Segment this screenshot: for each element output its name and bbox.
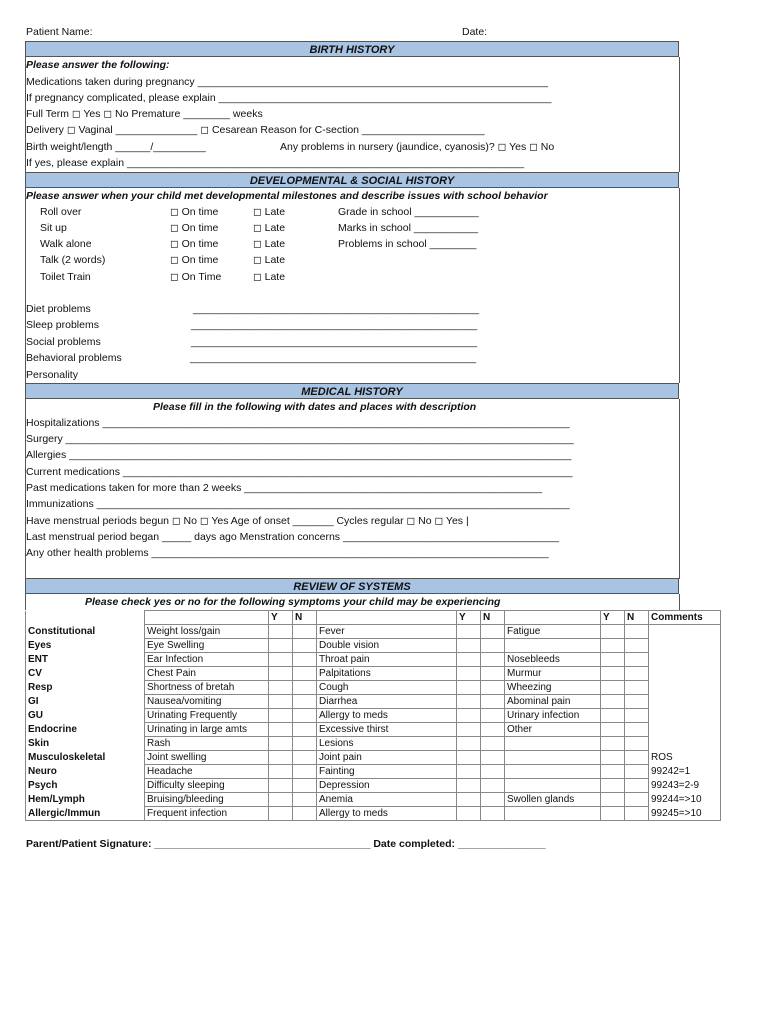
yes-checkbox-cell[interactable]	[457, 751, 481, 765]
no-checkbox-cell[interactable]	[481, 667, 505, 681]
symptom-label: Depression	[317, 779, 457, 793]
yes-checkbox-cell[interactable]	[457, 667, 481, 681]
table-row	[26, 737, 721, 751]
no-checkbox-cell[interactable]	[481, 751, 505, 765]
symptom-label: Excessive thirst	[317, 723, 457, 737]
symptom-label: Anemia	[317, 793, 457, 807]
milestone-ontime-checkbox[interactable]: ◻ On time	[170, 206, 219, 218]
no-checkbox-cell[interactable]	[625, 765, 649, 779]
yes-checkbox-cell[interactable]	[601, 667, 625, 681]
no-checkbox-cell[interactable]	[293, 653, 317, 667]
milestone-late-checkbox[interactable]: ◻ Late	[253, 238, 286, 250]
no-checkbox-cell[interactable]	[481, 681, 505, 695]
symptom-label	[505, 779, 601, 793]
no-checkbox-cell[interactable]	[625, 807, 649, 821]
symptom-label: Nosebleeds	[505, 653, 601, 667]
menstrual-periods-line[interactable]: Have menstrual periods begun ◻ No ◻ Yes Age of onset _______ Cycles regular ◻ No ◻ Yes |	[26, 515, 469, 527]
symptom-label: Lesions	[317, 737, 457, 751]
yes-checkbox-cell[interactable]	[601, 695, 625, 709]
yes-checkbox-cell[interactable]	[457, 625, 481, 639]
comments-cell[interactable]: 99245=>10	[649, 807, 721, 821]
symptom-label: Other	[505, 723, 601, 737]
yes-checkbox-cell[interactable]	[601, 793, 625, 807]
no-checkbox-cell[interactable]	[293, 779, 317, 793]
yes-checkbox-cell[interactable]	[601, 737, 625, 751]
comments-cell[interactable]	[649, 737, 721, 751]
comments-cell[interactable]	[649, 723, 721, 737]
system-label: Skin	[26, 737, 145, 751]
milestone-ontime-checkbox[interactable]: ◻ On Time	[170, 271, 222, 283]
no-checkbox-cell[interactable]	[293, 625, 317, 639]
behavioral-problems-line[interactable]: _________________________________________________	[190, 352, 477, 364]
social-problems-label: Social problems	[26, 336, 101, 348]
yes-checkbox-cell[interactable]	[457, 807, 481, 821]
ros-head-blank	[145, 611, 269, 625]
ros-head-n: N	[481, 611, 505, 625]
system-label: Hem/Lymph	[26, 793, 145, 807]
pregnancy-complicated-line[interactable]: If pregnancy complicated, please explain _________________________________________________________	[26, 92, 552, 104]
system-label: Constitutional	[26, 625, 145, 639]
yes-checkbox-cell[interactable]	[269, 681, 293, 695]
grade-in-school-line[interactable]: Grade in school ___________	[338, 206, 479, 218]
symptom-label: Bruising/bleeding	[145, 793, 269, 807]
no-checkbox-cell[interactable]	[293, 681, 317, 695]
birth-weight-line[interactable]: Birth weight/length ______/_________	[26, 141, 206, 153]
yes-checkbox-cell[interactable]	[457, 723, 481, 737]
symptom-label: Difficulty sleeping	[145, 779, 269, 793]
symptom-label: Murmur	[505, 667, 601, 681]
milestone-label: Walk alone	[40, 238, 92, 250]
symptom-label: Swollen glands	[505, 793, 601, 807]
developmental-header: DEVELOPMENTAL & SOCIAL HISTORY	[25, 172, 679, 188]
comments-cell[interactable]	[649, 695, 721, 709]
no-checkbox-cell[interactable]	[293, 807, 317, 821]
no-checkbox-cell[interactable]	[625, 751, 649, 765]
symptom-label: Abominal pain	[505, 695, 601, 709]
yes-checkbox-cell[interactable]	[601, 723, 625, 737]
milestone-late-checkbox[interactable]: ◻ Late	[253, 254, 286, 266]
comments-cell[interactable]	[649, 681, 721, 695]
symptom-label: Ear Infection	[145, 653, 269, 667]
yes-checkbox-cell[interactable]	[269, 793, 293, 807]
yes-checkbox-cell[interactable]	[601, 639, 625, 653]
table-row	[26, 751, 721, 765]
no-checkbox-cell[interactable]	[481, 723, 505, 737]
no-checkbox-cell[interactable]	[481, 625, 505, 639]
behavioral-problems-label: Behavioral problems	[26, 352, 122, 364]
yes-checkbox-cell[interactable]	[457, 639, 481, 653]
no-checkbox-cell[interactable]	[293, 793, 317, 807]
yes-checkbox-cell[interactable]	[601, 625, 625, 639]
yes-checkbox-cell[interactable]	[457, 681, 481, 695]
milestone-late-checkbox[interactable]: ◻ Late	[253, 222, 286, 234]
milestone-ontime-checkbox[interactable]: ◻ On time	[170, 254, 219, 266]
symptom-label: Wheezing	[505, 681, 601, 695]
medical-history-header: MEDICAL HISTORY	[25, 383, 679, 399]
system-label: Endocrine	[26, 723, 145, 737]
system-label: Resp	[26, 681, 145, 695]
yes-checkbox-cell[interactable]	[269, 765, 293, 779]
yes-checkbox-cell[interactable]	[457, 779, 481, 793]
yes-checkbox-cell[interactable]	[601, 779, 625, 793]
ros-head-comments: Comments	[649, 611, 721, 625]
comments-cell[interactable]	[649, 709, 721, 723]
ros-table	[25, 610, 721, 821]
comments-cell[interactable]	[649, 625, 721, 639]
yes-checkbox-cell[interactable]	[601, 751, 625, 765]
symptom-label: Eye Swelling	[145, 639, 269, 653]
yes-checkbox-cell[interactable]	[601, 653, 625, 667]
no-checkbox-cell[interactable]	[625, 667, 649, 681]
symptom-label	[505, 737, 601, 751]
symptom-label: Fainting	[317, 765, 457, 779]
symptom-label: Diarrhea	[317, 695, 457, 709]
no-checkbox-cell[interactable]	[293, 737, 317, 751]
ros-head-blank	[505, 611, 601, 625]
symptom-label	[505, 807, 601, 821]
no-checkbox-cell[interactable]	[481, 709, 505, 723]
yes-checkbox-cell[interactable]	[269, 695, 293, 709]
no-checkbox-cell[interactable]	[625, 709, 649, 723]
system-label: Psych	[26, 779, 145, 793]
no-checkbox-cell[interactable]	[293, 709, 317, 723]
medications-pregnancy-line[interactable]: Medications taken during pregnancy ____________________________________________________________	[26, 76, 548, 88]
no-checkbox-cell[interactable]	[625, 695, 649, 709]
yes-checkbox-cell[interactable]	[601, 807, 625, 821]
problems-in-school-line[interactable]: Problems in school ________	[338, 238, 477, 250]
yes-checkbox-cell[interactable]	[457, 793, 481, 807]
developmental-instruction: Please answer when your child met developmental milestones and describe issues with school behavior	[26, 190, 548, 202]
no-checkbox-cell[interactable]	[481, 807, 505, 821]
no-checkbox-cell[interactable]	[481, 765, 505, 779]
symptom-label	[505, 751, 601, 765]
symptom-label: Allergy to meds	[317, 709, 457, 723]
no-checkbox-cell[interactable]	[625, 723, 649, 737]
yes-checkbox-cell[interactable]	[269, 723, 293, 737]
symptom-label: Weight loss/gain	[145, 625, 269, 639]
no-checkbox-cell[interactable]	[625, 639, 649, 653]
sleep-problems-line[interactable]: _________________________________________________	[191, 319, 478, 331]
table-row	[26, 807, 721, 821]
symptom-label: Throat pain	[317, 653, 457, 667]
delivery-line[interactable]: Delivery ◻ Vaginal ______________ ◻ Cesarean Reason for C-section _____________________	[26, 124, 485, 136]
ros-head-blank	[26, 611, 145, 625]
system-label: Eyes	[26, 639, 145, 653]
symptom-label: Fever	[317, 625, 457, 639]
yes-checkbox-cell[interactable]	[457, 709, 481, 723]
table-row	[26, 639, 721, 653]
symptom-label: Urinary infection	[505, 709, 601, 723]
personality-label: Personality	[26, 369, 78, 381]
symptom-label: Urinating in large amts	[145, 723, 269, 737]
ros-head-n: N	[625, 611, 649, 625]
system-label: GI	[26, 695, 145, 709]
yes-checkbox-cell[interactable]	[269, 737, 293, 751]
yes-checkbox-cell[interactable]	[457, 695, 481, 709]
milestone-late-checkbox[interactable]: ◻ Late	[253, 206, 286, 218]
table-row	[26, 779, 721, 793]
if-yes-explain-line[interactable]: If yes, please explain ____________________________________________________________________	[26, 157, 525, 169]
milestone-ontime-checkbox[interactable]: ◻ On time	[170, 222, 219, 234]
review-of-systems-header: REVIEW OF SYSTEMS	[25, 578, 679, 594]
symptom-label: Cough	[317, 681, 457, 695]
symptom-label: Headache	[145, 765, 269, 779]
yes-checkbox-cell[interactable]	[269, 709, 293, 723]
symptom-label: Fatigue	[505, 625, 601, 639]
yes-checkbox-cell[interactable]	[269, 667, 293, 681]
immunizations-line[interactable]: Immunizations _________________________________________________________________________________	[26, 498, 570, 510]
yes-checkbox-cell[interactable]	[457, 737, 481, 751]
comments-cell[interactable]	[649, 639, 721, 653]
table-row	[26, 681, 721, 695]
milestone-label: Toilet Train	[40, 271, 91, 283]
yes-checkbox-cell[interactable]	[269, 779, 293, 793]
full-term-line[interactable]: Full Term ◻ Yes ◻ No Premature ________ weeks	[26, 108, 263, 120]
sleep-problems-label: Sleep problems	[26, 319, 99, 331]
no-checkbox-cell[interactable]	[293, 667, 317, 681]
date-label: Date:	[462, 26, 488, 38]
symptom-label: Joint pain	[317, 751, 457, 765]
milestone-label: Roll over	[40, 206, 82, 218]
symptom-label: Rash	[145, 737, 269, 751]
ros-head-y: Y	[601, 611, 625, 625]
no-checkbox-cell[interactable]	[625, 681, 649, 695]
milestone-ontime-checkbox[interactable]: ◻ On time	[170, 238, 219, 250]
system-label: ENT	[26, 653, 145, 667]
ros-header-row	[26, 611, 721, 625]
table-row	[26, 625, 721, 639]
no-checkbox-cell[interactable]	[293, 723, 317, 737]
no-checkbox-cell[interactable]	[293, 639, 317, 653]
yes-checkbox-cell[interactable]	[601, 765, 625, 779]
no-checkbox-cell[interactable]	[625, 653, 649, 667]
ros-head-y: Y	[269, 611, 293, 625]
diet-problems-line[interactable]: _________________________________________________	[193, 303, 480, 315]
no-checkbox-cell[interactable]	[625, 793, 649, 807]
marks-in-school-line[interactable]: Marks in school ___________	[338, 222, 479, 234]
ros-head-blank	[317, 611, 457, 625]
last-menstrual-period-line[interactable]: Last menstrual period began _____ days ago Menstration concerns _____________________________________	[26, 531, 560, 543]
no-checkbox-cell[interactable]	[625, 737, 649, 751]
table-row	[26, 709, 721, 723]
no-checkbox-cell[interactable]	[293, 751, 317, 765]
ros-instruction: Please check yes or no for the following symptoms your child may be experiencing	[85, 596, 501, 608]
system-label: CV	[26, 667, 145, 681]
yes-checkbox-cell[interactable]	[601, 709, 625, 723]
past-medications-line[interactable]: Past medications taken for more than 2 weeks ___________________________________________________	[26, 482, 543, 494]
symptom-label	[505, 765, 601, 779]
social-problems-line[interactable]: _________________________________________________	[191, 336, 478, 348]
system-label: Neuro	[26, 765, 145, 779]
system-label: Allergic/Immun	[26, 807, 145, 821]
yes-checkbox-cell[interactable]	[457, 653, 481, 667]
table-row	[26, 723, 721, 737]
no-checkbox-cell[interactable]	[481, 737, 505, 751]
birth-instruction: Please answer the following:	[26, 59, 170, 71]
allergies-line[interactable]: Allergies ______________________________________________________________________________________	[26, 449, 572, 461]
diet-problems-label: Diet problems	[26, 303, 91, 315]
no-checkbox-cell[interactable]	[481, 639, 505, 653]
system-label: GU	[26, 709, 145, 723]
milestone-label: Sit up	[40, 222, 67, 234]
medical-instruction: Please fill in the following with dates and places with description	[153, 401, 477, 413]
table-row	[26, 667, 721, 681]
no-checkbox-cell[interactable]	[625, 625, 649, 639]
other-health-problems-line[interactable]: Any other health problems ____________________________________________________________________	[26, 547, 549, 559]
milestone-label: Talk (2 words)	[40, 254, 106, 266]
system-label: Musculoskeletal	[26, 751, 145, 765]
yes-checkbox-cell[interactable]	[457, 765, 481, 779]
current-medications-line[interactable]: Current medications _____________________________________________________________________________	[26, 466, 573, 478]
no-checkbox-cell[interactable]	[481, 779, 505, 793]
comments-cell[interactable]	[649, 667, 721, 681]
symptom-label	[505, 639, 601, 653]
symptom-label: Frequent infection	[145, 807, 269, 821]
yes-checkbox-cell[interactable]	[601, 681, 625, 695]
table-row	[26, 653, 721, 667]
milestone-late-checkbox[interactable]: ◻ Late	[253, 271, 286, 283]
table-row	[26, 765, 721, 779]
table-row	[26, 793, 721, 807]
comments-cell[interactable]: 99243=2-9	[649, 779, 721, 793]
symptom-label: Joint swelling	[145, 751, 269, 765]
comments-cell[interactable]: ROS	[649, 751, 721, 765]
comments-cell[interactable]	[649, 653, 721, 667]
symptom-label: Palpitations	[317, 667, 457, 681]
hospitalizations-line[interactable]: Hospitalizations ________________________________________________________________________________	[26, 417, 570, 429]
yes-checkbox-cell[interactable]	[269, 625, 293, 639]
nursery-problems-line[interactable]: Any problems in nursery (jaundice, cyanosis)? ◻ Yes ◻ No	[280, 141, 555, 153]
yes-checkbox-cell[interactable]	[269, 653, 293, 667]
symptom-label: Shortness of bretah	[145, 681, 269, 695]
symptom-label: Double vision	[317, 639, 457, 653]
ros-head-y: Y	[457, 611, 481, 625]
symptom-label: Allergy to meds	[317, 807, 457, 821]
comments-cell[interactable]: 99244=>10	[649, 793, 721, 807]
no-checkbox-cell[interactable]	[293, 695, 317, 709]
yes-checkbox-cell[interactable]	[269, 807, 293, 821]
comments-cell[interactable]: 99242=1	[649, 765, 721, 779]
surgery-line[interactable]: Surgery _______________________________________________________________________________________	[26, 433, 574, 445]
yes-checkbox-cell[interactable]	[269, 639, 293, 653]
no-checkbox-cell[interactable]	[293, 765, 317, 779]
symptom-label: Nausea/vomiting	[145, 695, 269, 709]
no-checkbox-cell[interactable]	[481, 695, 505, 709]
yes-checkbox-cell[interactable]	[269, 751, 293, 765]
ros-head-n: N	[293, 611, 317, 625]
birth-history-header: BIRTH HISTORY	[25, 41, 679, 57]
signature-line[interactable]: Parent/Patient Signature: _____________________________________ Date completed: _______________	[26, 838, 546, 850]
table-row	[26, 695, 721, 709]
no-checkbox-cell[interactable]	[481, 793, 505, 807]
no-checkbox-cell[interactable]	[625, 779, 649, 793]
symptom-label: Urinating Frequently	[145, 709, 269, 723]
symptom-label: Chest Pain	[145, 667, 269, 681]
patient-name-label: Patient Name:	[26, 26, 93, 38]
no-checkbox-cell[interactable]	[481, 653, 505, 667]
